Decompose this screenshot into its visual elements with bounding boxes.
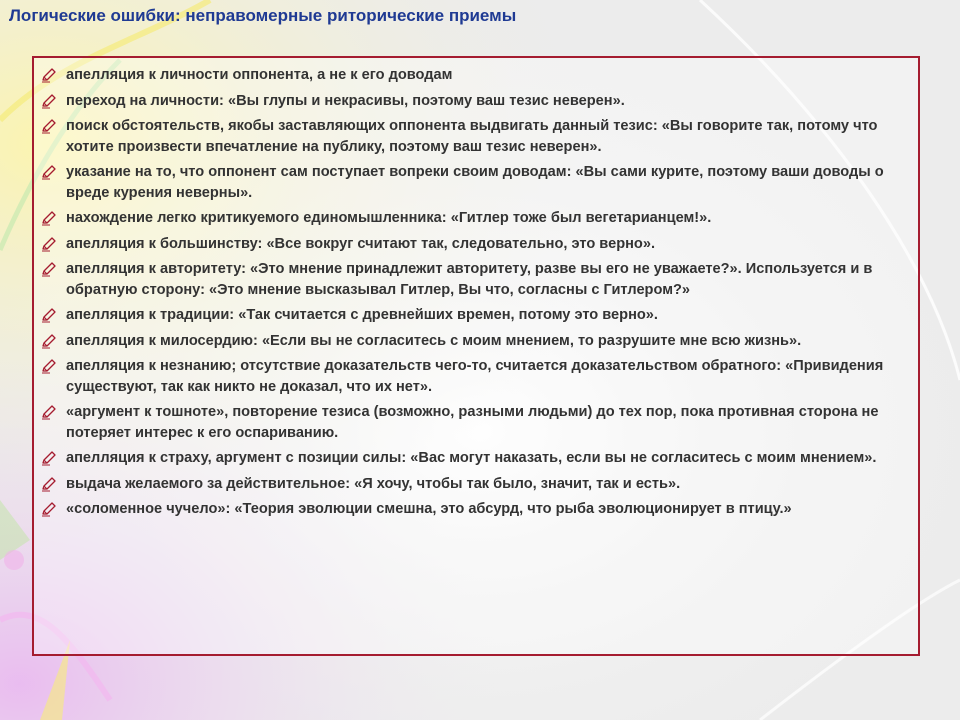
list-item-text: выдача желаемого за действительное: «Я хочу, чтобы так было, значит, так и есть». — [66, 475, 681, 492]
pen-icon — [41, 358, 57, 374]
list-item — [34, 162, 918, 203]
list-item-text: апелляция к традиции: «Так считается с древнейших времен, потому это верно». — [66, 307, 658, 323]
content-box — [32, 56, 920, 656]
pen-icon — [41, 261, 57, 277]
list-item-text: апелляция к личности оппонента, а не к его доводам — [66, 67, 453, 83]
pen-icon — [41, 450, 57, 466]
pen-icon — [41, 333, 57, 349]
pen-icon — [41, 501, 57, 517]
list-item-text: поиск обстоятельств, якобы заставляющих оппонента выдвигать данный тезис: «Вы говорите так, потому что хотите произвести впечатление на публику, поэтому ваш тезис неверен». — [66, 118, 878, 155]
pen-icon — [41, 236, 57, 252]
list-item — [34, 474, 918, 495]
pen-icon — [41, 210, 57, 226]
list-item-text: апелляция к авторитету: «Это мнение принадлежит авторитету, разве вы его не уважаете?». Используется и в обратную сторону: «Это мнение высказывал Гитлер, Вы что, согласны с Гитлером?» — [66, 261, 873, 298]
list-item — [34, 208, 918, 229]
list-item — [34, 91, 918, 112]
list-item — [34, 402, 918, 443]
pen-icon — [41, 67, 57, 83]
decor-dot-pink — [4, 550, 24, 570]
list-item-text: апелляция к большинству: «Все вокруг считают так, следовательно, это верно». — [66, 235, 656, 252]
list-item-text: апелляция к незнанию; отсутствие доказательств чего-то, считается доказательством обратного: «Привидения существуют, так как никто не доказал, что их нет». — [66, 358, 884, 395]
list-item — [34, 116, 918, 157]
list-item — [34, 331, 918, 352]
list-item — [34, 305, 918, 326]
fallacy-list — [34, 58, 918, 520]
list-item — [34, 65, 918, 86]
list-item — [34, 499, 918, 520]
pen-icon — [41, 93, 57, 109]
list-item-text: нахождение легко критикуемого единомышленника: «Гитлер тоже был вегетарианцем!». — [66, 210, 712, 226]
pen-icon — [41, 476, 57, 492]
pen-icon — [41, 164, 57, 180]
pen-icon — [41, 404, 57, 420]
list-item-text: «аргумент к тошноте», повторение тезиса (возможно, разными людьми) до тех пор, пока противная сторона не потеряет интерес к его оспариванию. — [66, 404, 879, 441]
pen-icon — [41, 118, 57, 134]
slide-title: Логические ошибки: неправомерные риторические приемы — [9, 6, 517, 25]
list-item — [34, 448, 918, 469]
pen-icon — [41, 307, 57, 323]
list-item-text: апелляция к страху, аргумент с позиции силы: «Вас могут наказать, если вы не согласитесь с моим мнением». — [66, 450, 877, 466]
list-item-text: переход на личности: «Вы глупы и некрасивы, поэтому ваш тезис неверен». — [66, 92, 625, 109]
list-item — [34, 259, 918, 300]
list-item — [34, 234, 918, 255]
list-item-text: указание на то, что оппонент сам поступает вопреки своим доводам: «Вы сами курите, поэтому ваши доводы о вреде курения неверны». — [66, 164, 884, 201]
list-item-text: «соломенное чучело»: «Теория эволюции смешна, это абсурд, что рыба эволюционирует в птицу.» — [66, 501, 792, 517]
list-item-text: апелляция к милосердию: «Если вы не согласитесь с моим мнением, то разрушите мне всю жизнь». — [66, 332, 802, 349]
list-item — [34, 356, 918, 397]
